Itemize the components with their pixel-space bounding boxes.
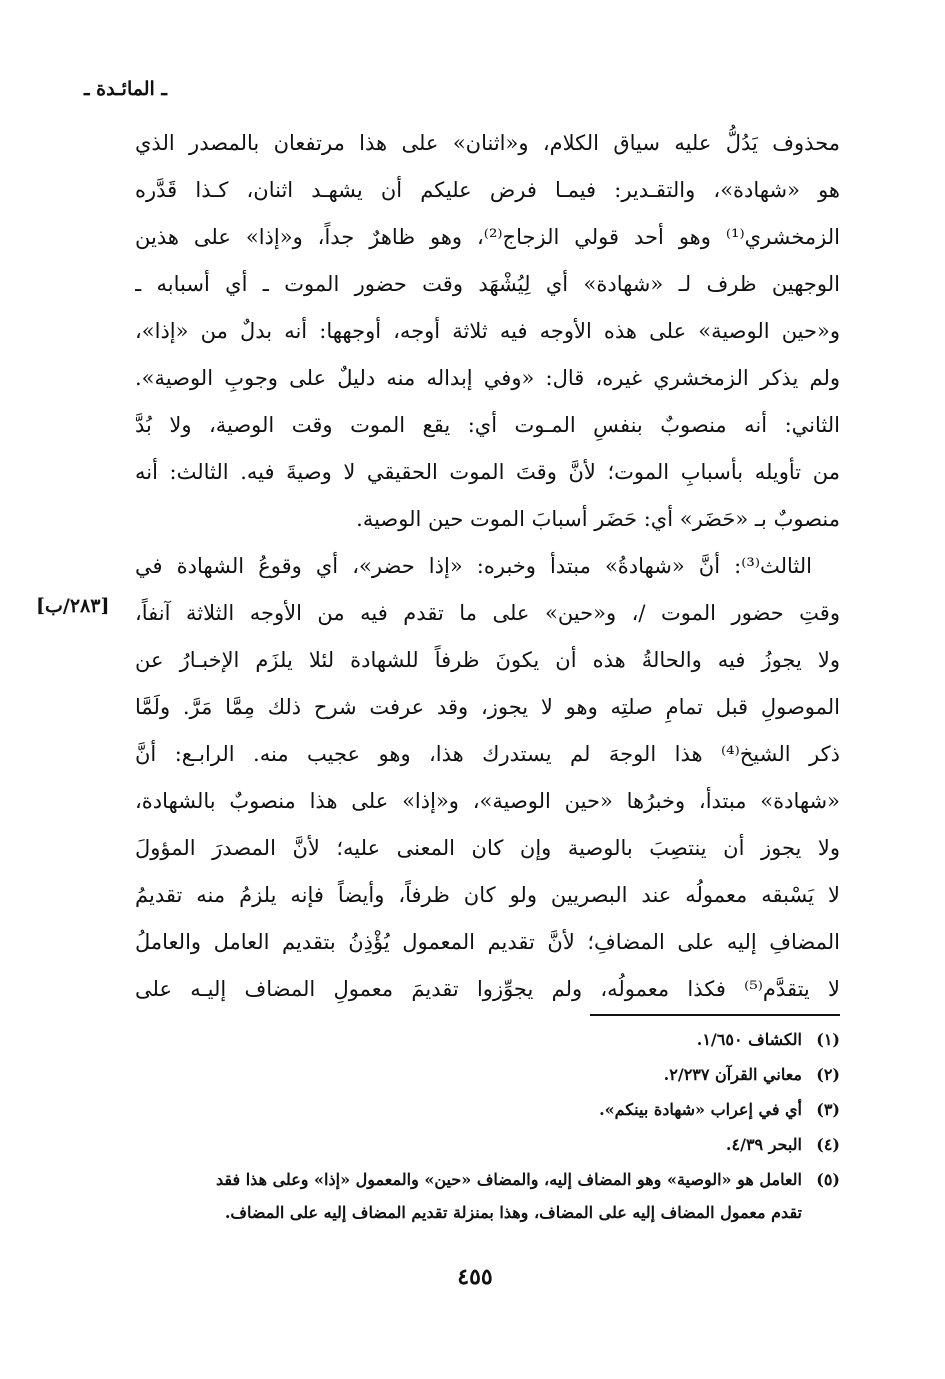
text-line: ولم يذكر الزمخشري غيره، قال: «وفي إبداله منه دليلٌ على وجوبِ الوصية». <box>135 366 840 390</box>
text-line: لا يتقدَّم⁽⁵⁾ فكذا معمولُه، ولم يجوِّزوا تقديمَ معمولِ المضاف إليـه على <box>135 977 840 1001</box>
footnote-text: العامل هو «الوصية» وهو المضاف إليه، والمضاف «حين» والمعمول «إذا» وعلى هذا فقد <box>216 1170 802 1189</box>
text-line: «شهادة» مبتدأ، وخبرُها «حين الوصية»، و«إذا» على هذا منصوبٌ بالشهادة، <box>135 789 840 813</box>
footnote-2 <box>135 1057 840 1092</box>
text-line: ذكر الشيخ⁽⁴⁾ هذا الوجهَ لم يستدرك هذا، وهو عجيب منه. الرابـع: أنَّ <box>135 742 840 766</box>
text-line: الوجهين ظرف لـ «شهادة» أي لِيُشْهَد وقت حضور الموت ـ أي أسبابه ـ <box>135 272 840 296</box>
page-number: ٤٥٥ <box>457 1264 493 1290</box>
footnote-text: البحر ٤/٣٩. <box>725 1135 802 1154</box>
footnote-number: (٣) <box>816 1100 840 1119</box>
text-line: لا يَسْبقه معمولُه عند البصريين ولو كان ظرفاً، وأيضاً فإنه يلزمُ منه تقديمُ <box>135 883 840 907</box>
footnote-text: أي في إعراب «شهادة بينكم». <box>599 1100 802 1119</box>
text-line: الثاني: أنه منصوبٌ بنفسِ المـوت أي: يقع الموت وقت الوصية، ولا بُدَّ <box>135 413 840 437</box>
text-line: الزمخشري⁽¹⁾ وهو أحد قولي الزجاج⁽²⁾، وهو ظاهرٌ جداً، و«إذا» على هذين <box>135 225 840 249</box>
footnotes <box>135 1022 840 1228</box>
footnote-number: (٥) <box>816 1170 840 1189</box>
main-text <box>135 120 840 1013</box>
text-line: منصوبٌ بـ «حَضَر» أي: حَضَر أسبابَ الموت حين الوصية. <box>356 507 840 531</box>
text-line: ولا يجوزُ فيه والحالةُ هذه أن يكونَ ظرفاً للشهادة لئلا يلزَم الإخبـارُ عن <box>135 648 840 672</box>
text-line: من تأويله بأسبابِ الموت؛ لأنَّ وقتَ الموت الحقيقي لا وصيةَ فيه. الثالث: أنه <box>135 460 840 484</box>
text-line: ولا يجوز أن ينتصِبَ بالوصية وإن كان المعنى عليه؛ لأنَّ المصدرَ المؤولَ <box>135 836 840 860</box>
footnote-text: معاني القرآن ٢/٢٣٧. <box>663 1065 802 1084</box>
footnote-number: (١) <box>816 1030 840 1049</box>
text-line: الموصولِ قبل تمامِ صلتِه وهو لا يجوز، وقد عرفت شرح ذلك مِمَّا مَرَّ. ولَمَّا <box>135 695 840 719</box>
text-line: الثالث⁽³⁾: أنَّ «شهادةُ» مبتدأ وخبره: «إذا حضر»، أي وقوعُ الشهادة في <box>135 554 812 578</box>
running-header: ـ المائـدة ـ <box>84 78 167 100</box>
text-line: وقتِ حضور الموت /، و«حين» على ما تقدم فيه من الأوجه الثلاثة آنفاً، <box>135 601 840 625</box>
text-line: المضافِ إليه على المضافِ؛ لأنَّ تقديم المعمول يُؤْذِنُ بتقديم العامل والعاملُ <box>135 930 840 954</box>
text-line: هو «شهادة»، والتقـدير: فيمـا فرض عليكم أن يشهـد اثنان، كـذا قَدَّره <box>135 178 840 202</box>
footnote-4 <box>135 1127 840 1162</box>
footnote-3 <box>135 1092 840 1127</box>
footnote-separator <box>590 1014 840 1016</box>
footnote-5-continuation: تقدم معمول المضاف إليه على المضاف، وهذا بمنزلة تقديم المضاف إليه على المضاف. <box>224 1203 802 1222</box>
text-line: محذوف يَدُلُّ عليه سياق الكلام، و«اثنان» على هذا مرتفعان بالمصدر الذي <box>135 131 840 155</box>
footnote-number: (٢) <box>816 1065 840 1084</box>
footnote-1 <box>135 1022 840 1057</box>
text-line: و«حين الوصية» على هذه الأوجه فيه ثلاثة أوجه، أوجهها: أنه بدلٌ من «إذا»، <box>135 319 840 343</box>
margin-folio-note: [٢٨٣/ب] <box>36 595 110 617</box>
footnote-5 <box>135 1162 840 1197</box>
footnote-number: (٤) <box>816 1135 840 1154</box>
footnote-text: الكشاف ١/٦٥٠. <box>696 1030 802 1049</box>
